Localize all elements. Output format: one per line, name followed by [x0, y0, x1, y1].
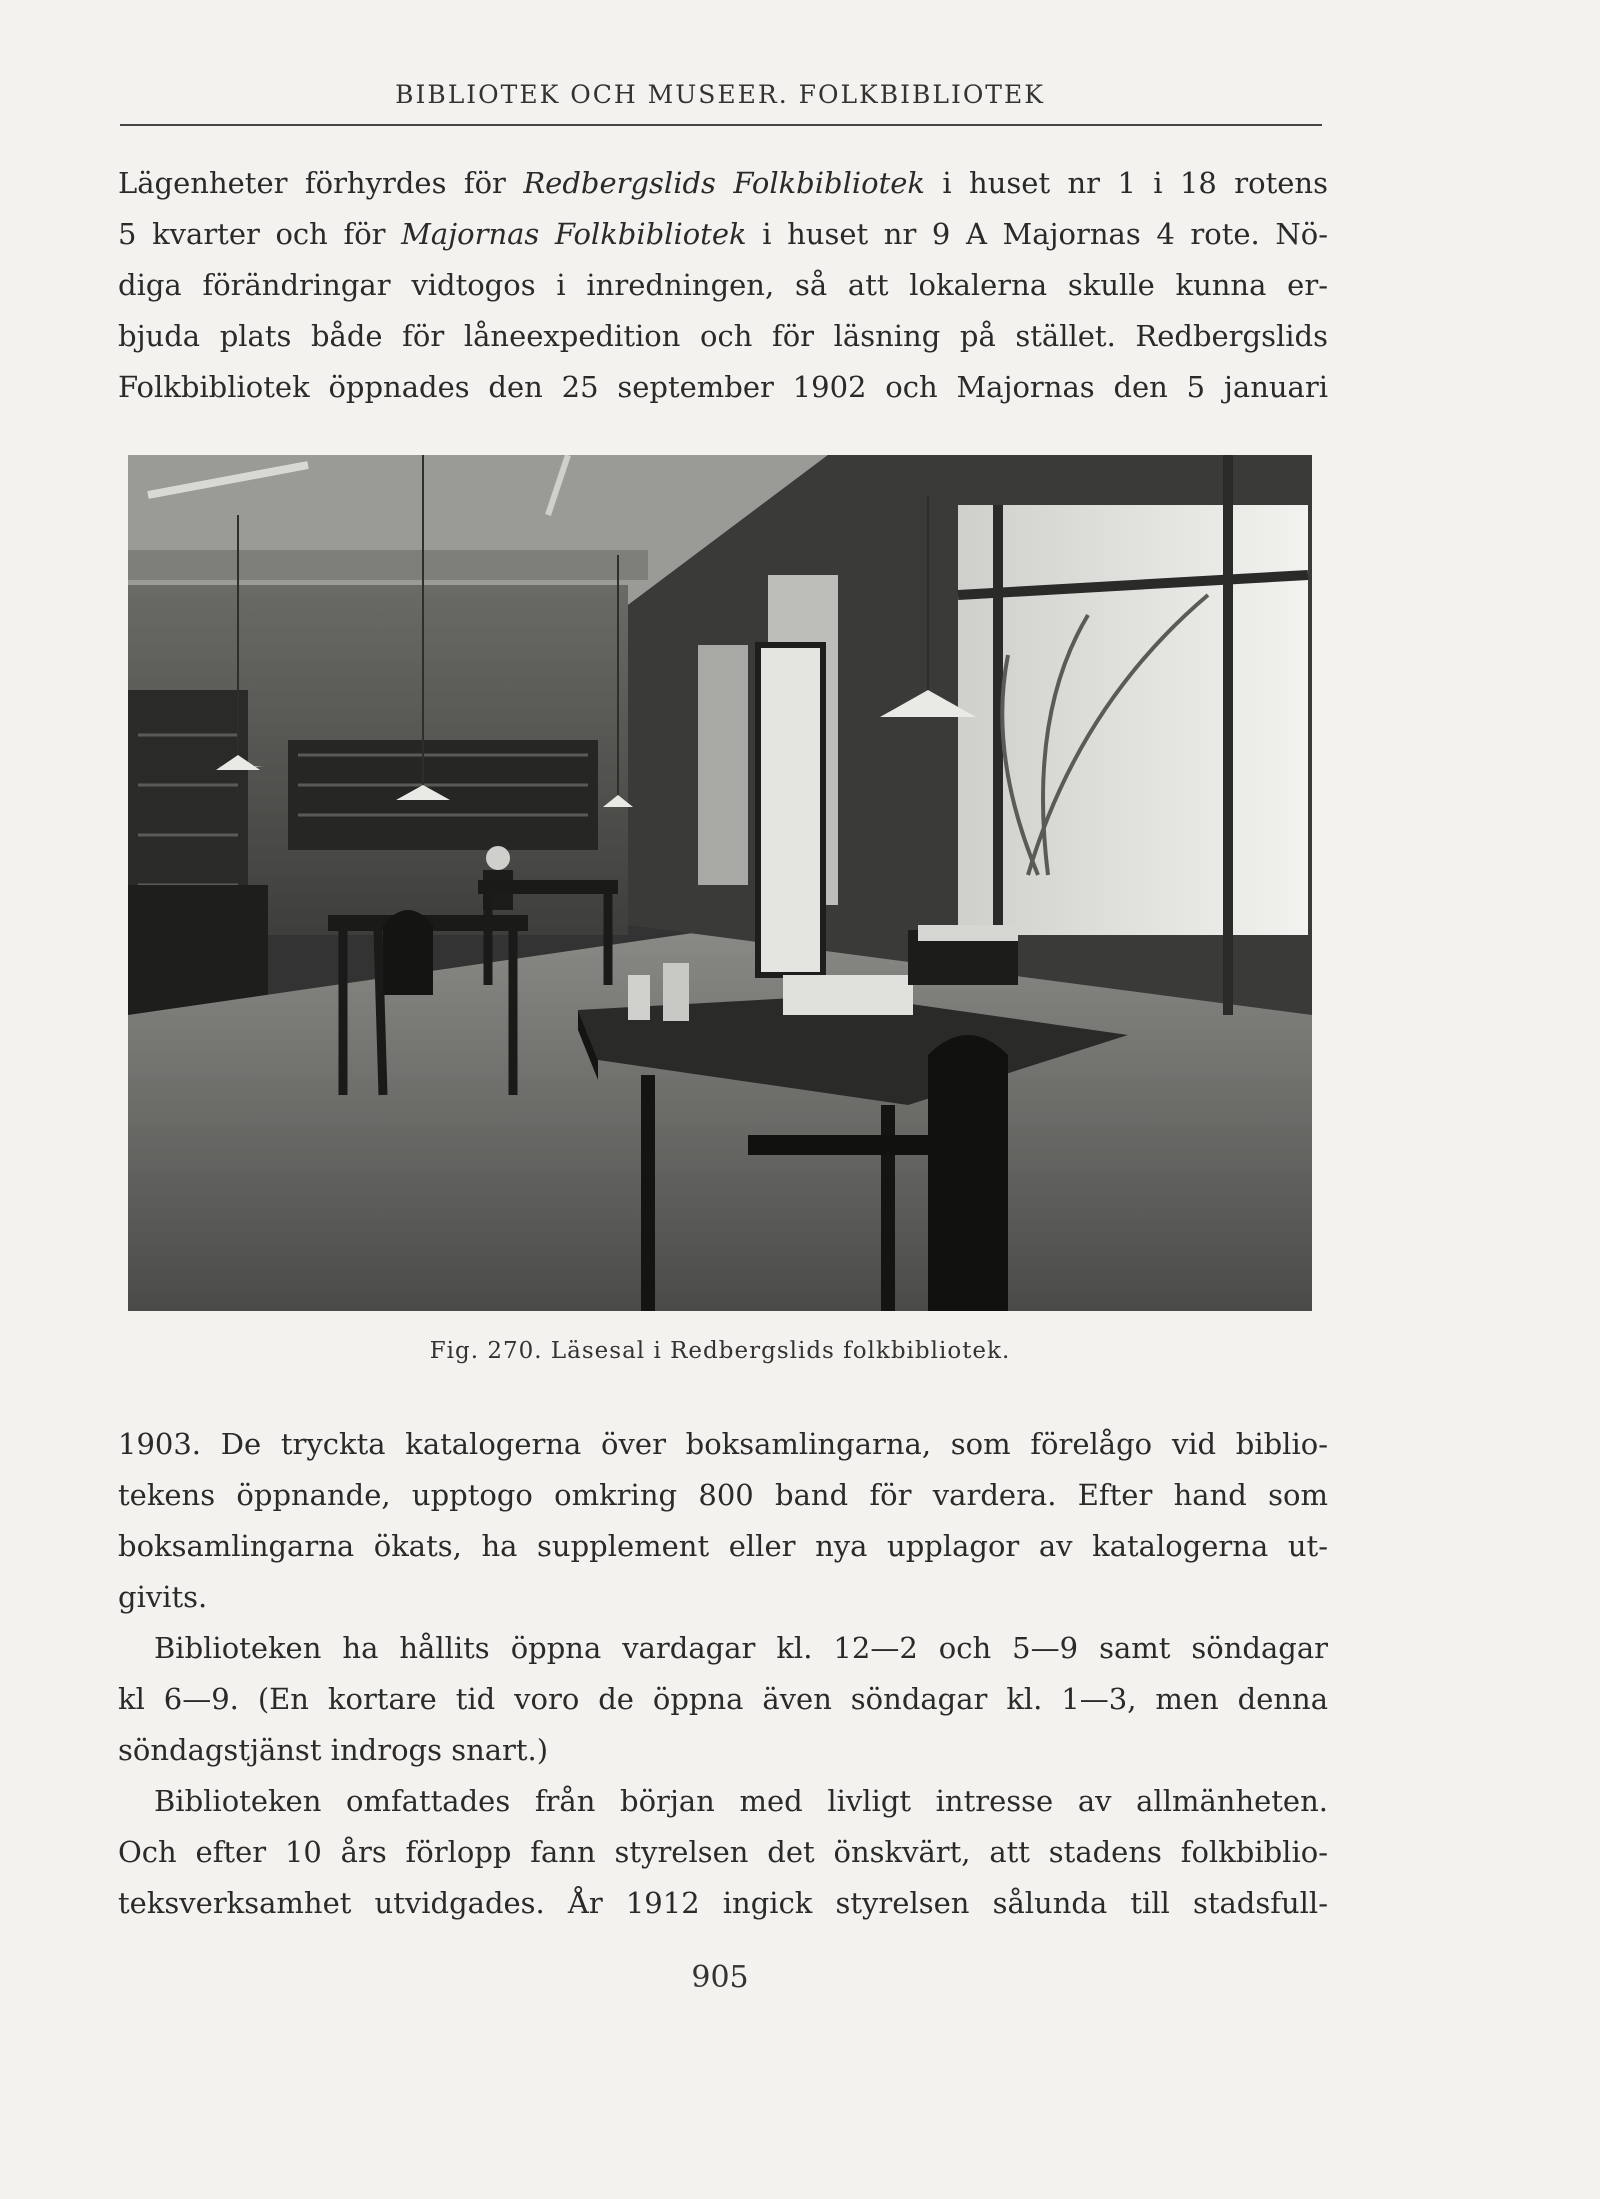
page-number: 905 [691, 1960, 749, 1995]
text-line: givits. [118, 1580, 208, 1614]
paragraph-4 [118, 1776, 1328, 1929]
text-line: 1903. De tryckta katalogerna över boksamlingarna, som förelågo vid biblio- [118, 1427, 1328, 1461]
text-line: kl 6—9. (En kortare tid voro de öppna även söndagar kl. 1—3, men denna [118, 1682, 1328, 1716]
library-name-redbergslids: Redbergslids Folkbibliotek [523, 166, 925, 200]
paragraph-1 [118, 158, 1328, 413]
library-name-majornas: Majornas Folkbibliotek [401, 217, 747, 251]
running-head: BIBLIOTEK OCH MUSEER. FOLKBIBLIOTEK [395, 80, 1045, 109]
text-line: boksamlingarna ökats, ha supplement eller nya upplagor av katalogerna ut- [118, 1529, 1328, 1563]
header-rule [120, 124, 1322, 126]
text-line: Folkbibliotek öppnades den 25 september 1902 och Majornas den 5 januari [118, 370, 1328, 404]
figure-caption: Fig. 270. Läsesal i Redbergslids folkbibliotek. [429, 1338, 1011, 1364]
text-line: tekens öppnande, upptogo omkring 800 band för vardera. Efter hand som [118, 1478, 1328, 1512]
text-line: 5 kvarter och för Majornas Folkbibliotek i huset nr 9 A Majornas 4 rote. Nö- [118, 217, 1329, 251]
text-line: Och efter 10 års förlopp fann styrelsen det önskvärt, att stadens folkbiblio- [118, 1835, 1328, 1869]
photo-illustration [128, 455, 1312, 1311]
paragraph-2 [118, 1419, 1328, 1623]
text-line: Lägenheter förhyrdes för Redbergslids Folkbibliotek i huset nr 1 i 18 rotens [118, 166, 1328, 200]
text-line: bjuda plats både för låneexpedition och för läsning på stället. Redbergslids [118, 319, 1328, 353]
paragraph-3 [118, 1623, 1328, 1776]
text-line: teksverksamhet utvidgades. År 1912 ingick styrelsen sålunda till stadsfull- [118, 1886, 1328, 1920]
text-line: diga förändringar vidtogos i inredningen, så att lokalerna skulle kunna er- [118, 268, 1328, 302]
reading-room-photograph [128, 455, 1312, 1311]
text-line: Biblioteken omfattades från början med livligt intresse av allmänheten. [154, 1784, 1328, 1818]
text-line: söndagstjänst indrogs snart.) [118, 1733, 549, 1767]
text-line: Biblioteken ha hållits öppna vardagar kl. 12—2 och 5—9 samt söndagar [154, 1631, 1328, 1665]
